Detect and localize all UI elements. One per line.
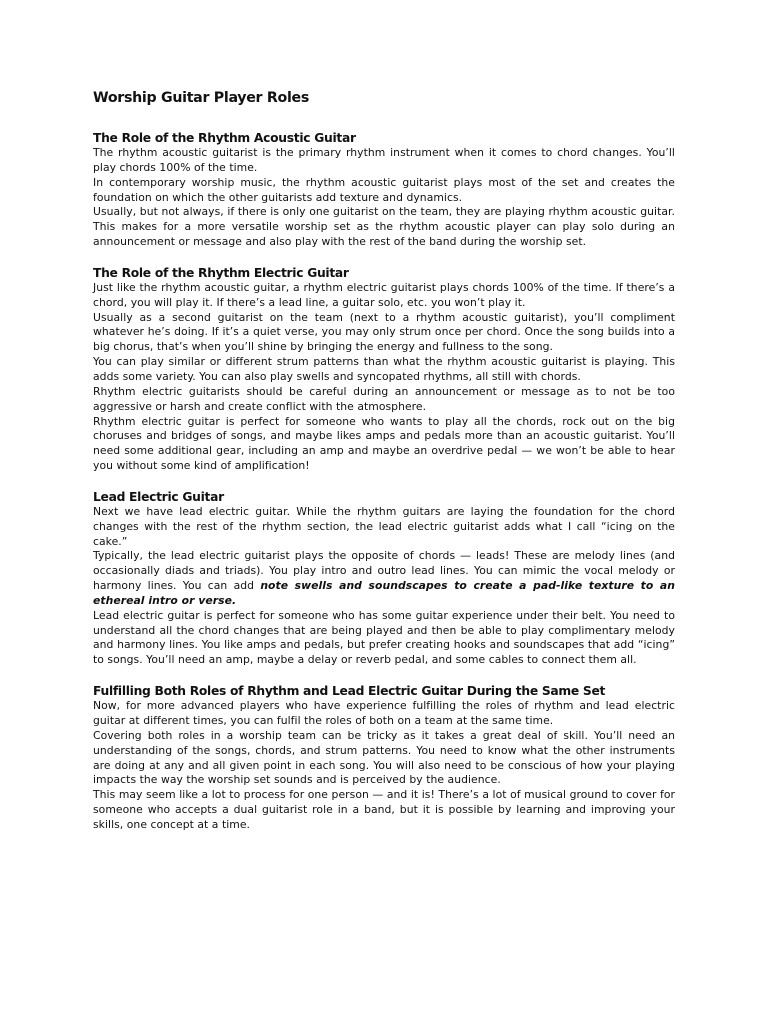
section-both-roles [93,683,675,833]
section-heading: Lead Electric Guitar [93,489,224,504]
paragraph: The rhythm acoustic guitarist is the primary rhythm instrument when it comes to chord changes. You’ll play chords 100% of the time. [93,146,675,174]
section-rhythm-acoustic [93,130,675,250]
emphasized-text: note swells and soundscapes to create a pad-like texture to an ethereal intro or verse. [93,579,676,607]
paragraph: Rhythm electric guitarists should be careful during an announcement or message as to not be too aggressive or harsh and create conflict with the atmosphere. [93,384,675,413]
paragraph: Usually, but not always, if there is only one guitarist on the team, they are playing rhythm acoustic guitar. This makes for a more versatile worship set as the rhythm acoustic player can play solo during an announcement or message and also play with the rest of the band during the worship set. [93,205,675,249]
paragraph: Covering both roles in a worship team can be tricky as it takes a great deal of skill. You’ll need an understanding of the songs, chords, and strum patterns. You need to know what the other instruments are doing at any and all given point in each song. You will also need to be conscious of how your playing impacts the way the worship set sounds and is perceived by the audience. [93,728,675,787]
paragraph: Now, for more advanced players who have experience fulfilling the roles of rhythm and lead electric guitar at different times, you can fulfil the roles of both on a team at the same time. [93,699,675,727]
paragraph [93,549,675,608]
section-heading: The Role of the Rhythm Acoustic Guitar [93,131,356,145]
paragraph: Next we have lead electric guitar. While the rhythm guitars are laying the foundation for the chord changes with the rest of the rhythm section, the lead electric guitarist adds what I call “icing on the cake.” [93,504,675,548]
section-heading: Fulfilling Both Roles of Rhythm and Lead Electric Guitar During the Same Set [93,684,606,699]
section-heading: The Role of the Rhythm Electric Guitar [93,265,349,280]
paragraph: Lead electric guitar is perfect for someone who has some guitar experience under their belt. You need to understand all the chord changes that are being played and then be able to play complimentary melody and harmony lines. You like amps and pedals, but prefer creating hooks and soundscapes that add “icing” to songs. You’ll need an amp, maybe a delay or reverb pedal, and some cables to connect them all. [93,608,675,667]
paragraph: In contemporary worship music, the rhythm acoustic guitarist plays most of the set and creates the foundation on which the other guitarists add texture and dynamics. [93,175,675,204]
paragraph: Just like the rhythm acoustic guitar, a rhythm electric guitarist plays chords 100% of the time. If there’s a chord, you will play it. If there’s a lead line, a guitar solo, etc. you won’t play it. [93,280,675,309]
document-title: Worship Guitar Player Roles [93,90,309,106]
paragraph-text: Typically, the lead electric guitarist plays the opposite of chords — leads! These are melody lines (and occasionally diads and triads). You play intro and outro lead lines. You can mimic the vocal melody or harmony lines. You can add [93,549,675,593]
paragraph: You can play similar or different strum patterns than what the rhythm acoustic guitarist is playing. This adds some variety. You can also play swells and syncopated rhythms, all still with chords. [93,355,675,383]
paragraph: Usually as a second guitarist on the team (next to a rhythm acoustic guitarist), you’ll compliment whatever he’s doing. If it’s a quiet verse, you may only strum once per chord. Once the song builds into a big chorus, that’s when you’ll shine by bringing the energy and fullness to the song. [93,310,675,354]
paragraph: This may seem like a lot to process for one person — and it is! There’s a lot of musical ground to cover for someone who accepts a dual guitarist role in a band, but it is possible by learning and improving your skills, one concept at a time. [93,788,675,831]
paragraph: Rhythm electric guitar is perfect for someone who wants to play all the chords, rock out on the big choruses and bridges of songs, and maybe likes amps and pedals more than an acoustic guitarist. You’ll need some additional gear, including an amp and maybe an overdrive pedal — we won’t be able to hear you without some kind of amplification! [93,414,675,473]
section-lead-electric [93,489,675,668]
section-rhythm-electric [93,265,675,474]
